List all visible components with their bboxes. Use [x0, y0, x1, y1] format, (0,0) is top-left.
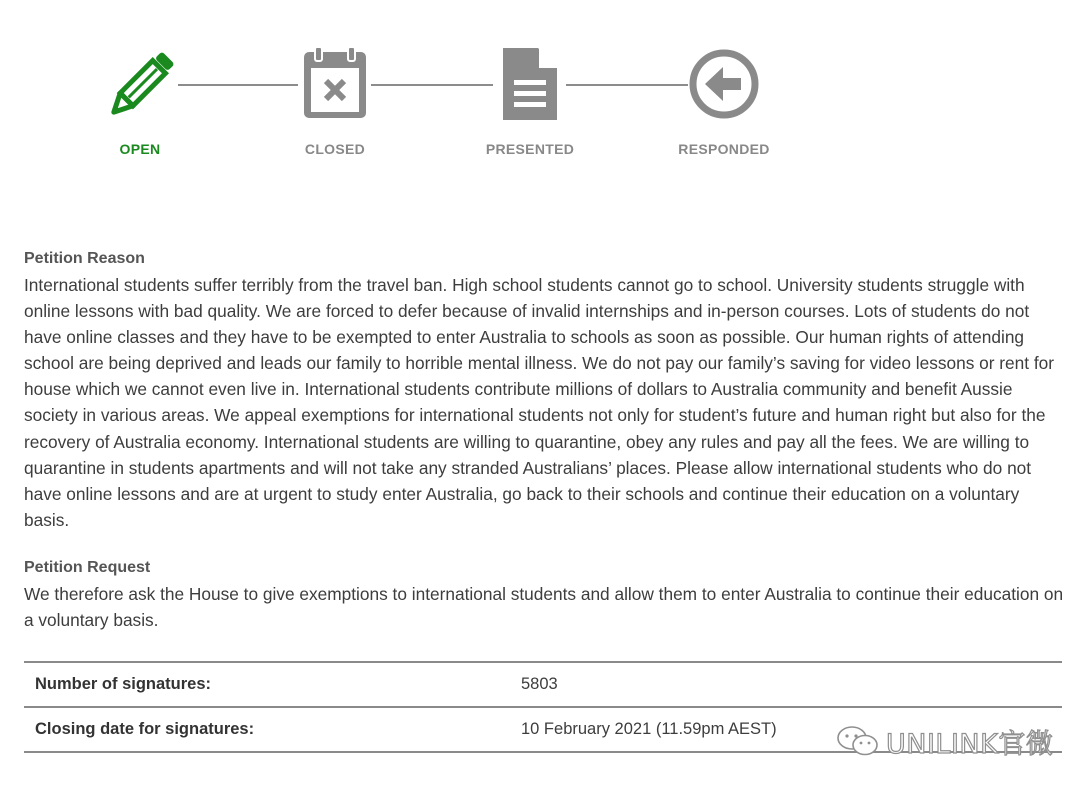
petition-reason-section — [24, 248, 1064, 533]
pencil-icon — [95, 40, 185, 130]
closing-date-value: 10 February 2021 (11.59pm AEST) — [521, 720, 777, 738]
petition-content — [24, 248, 1064, 633]
calendar-x-icon — [290, 40, 380, 130]
watermark-text: UNILINK官微 — [886, 728, 1054, 760]
step-connector — [371, 84, 493, 86]
petition-request-text: We therefore ask the House to give exemptions to international students and allow them to enter Australia to continue their education on a voluntary basis. — [24, 583, 1064, 631]
petition-request-section — [24, 557, 1064, 633]
closing-date-label: Closing date for signatures: — [35, 720, 255, 738]
signatures-count-label: Number of signatures: — [35, 675, 212, 693]
step-connector — [566, 84, 688, 86]
step-label: OPEN — [119, 141, 161, 157]
petition-reason-text: International students suffer terribly from the travel ban. High school students cannot go to school. University students struggle with online lessons with bad quality. We are forced to defer because of invalid internships and in-person courses. Lots of students do not have online classes and they have to be exempted to enter Australia to schools as soon as possible. Our human rights of attending school are being deprived and leads our family to horrible mental illness. We do not pay our family’s saving for video lessons or rent for house which we cannot even live in. International students contribute millions of dollars to Australia community and benefit Aussie society in various areas. We appeal exemptions for international students not only for student’s future and human right but also for the recovery of Australia economy. International students are willing to quarantine, obey any rules and pay all the fees. We are willing to quarantine in students apartments and will not take any stranded Australians’ places. Please allow international students who do not have online lessons and are at urgent to study enter Australia, go back to their schools and continue their education on a voluntary basis. — [24, 275, 1055, 530]
watermark — [836, 723, 1053, 759]
petition-status-stepper — [0, 0, 1080, 180]
table-row — [24, 661, 1062, 706]
step-label: CLOSED — [304, 141, 366, 157]
step-label: PRESENTED — [485, 141, 575, 157]
document-icon — [485, 40, 575, 130]
step-connector — [178, 84, 298, 86]
petition-request-title: Petition Request — [24, 558, 151, 576]
wechat-icon — [836, 724, 880, 758]
arrow-left-circle-icon — [679, 40, 769, 130]
petition-reason-title: Petition Reason — [24, 250, 145, 267]
step-label: RESPONDED — [678, 141, 770, 157]
signatures-count-value: 5803 — [521, 675, 558, 693]
